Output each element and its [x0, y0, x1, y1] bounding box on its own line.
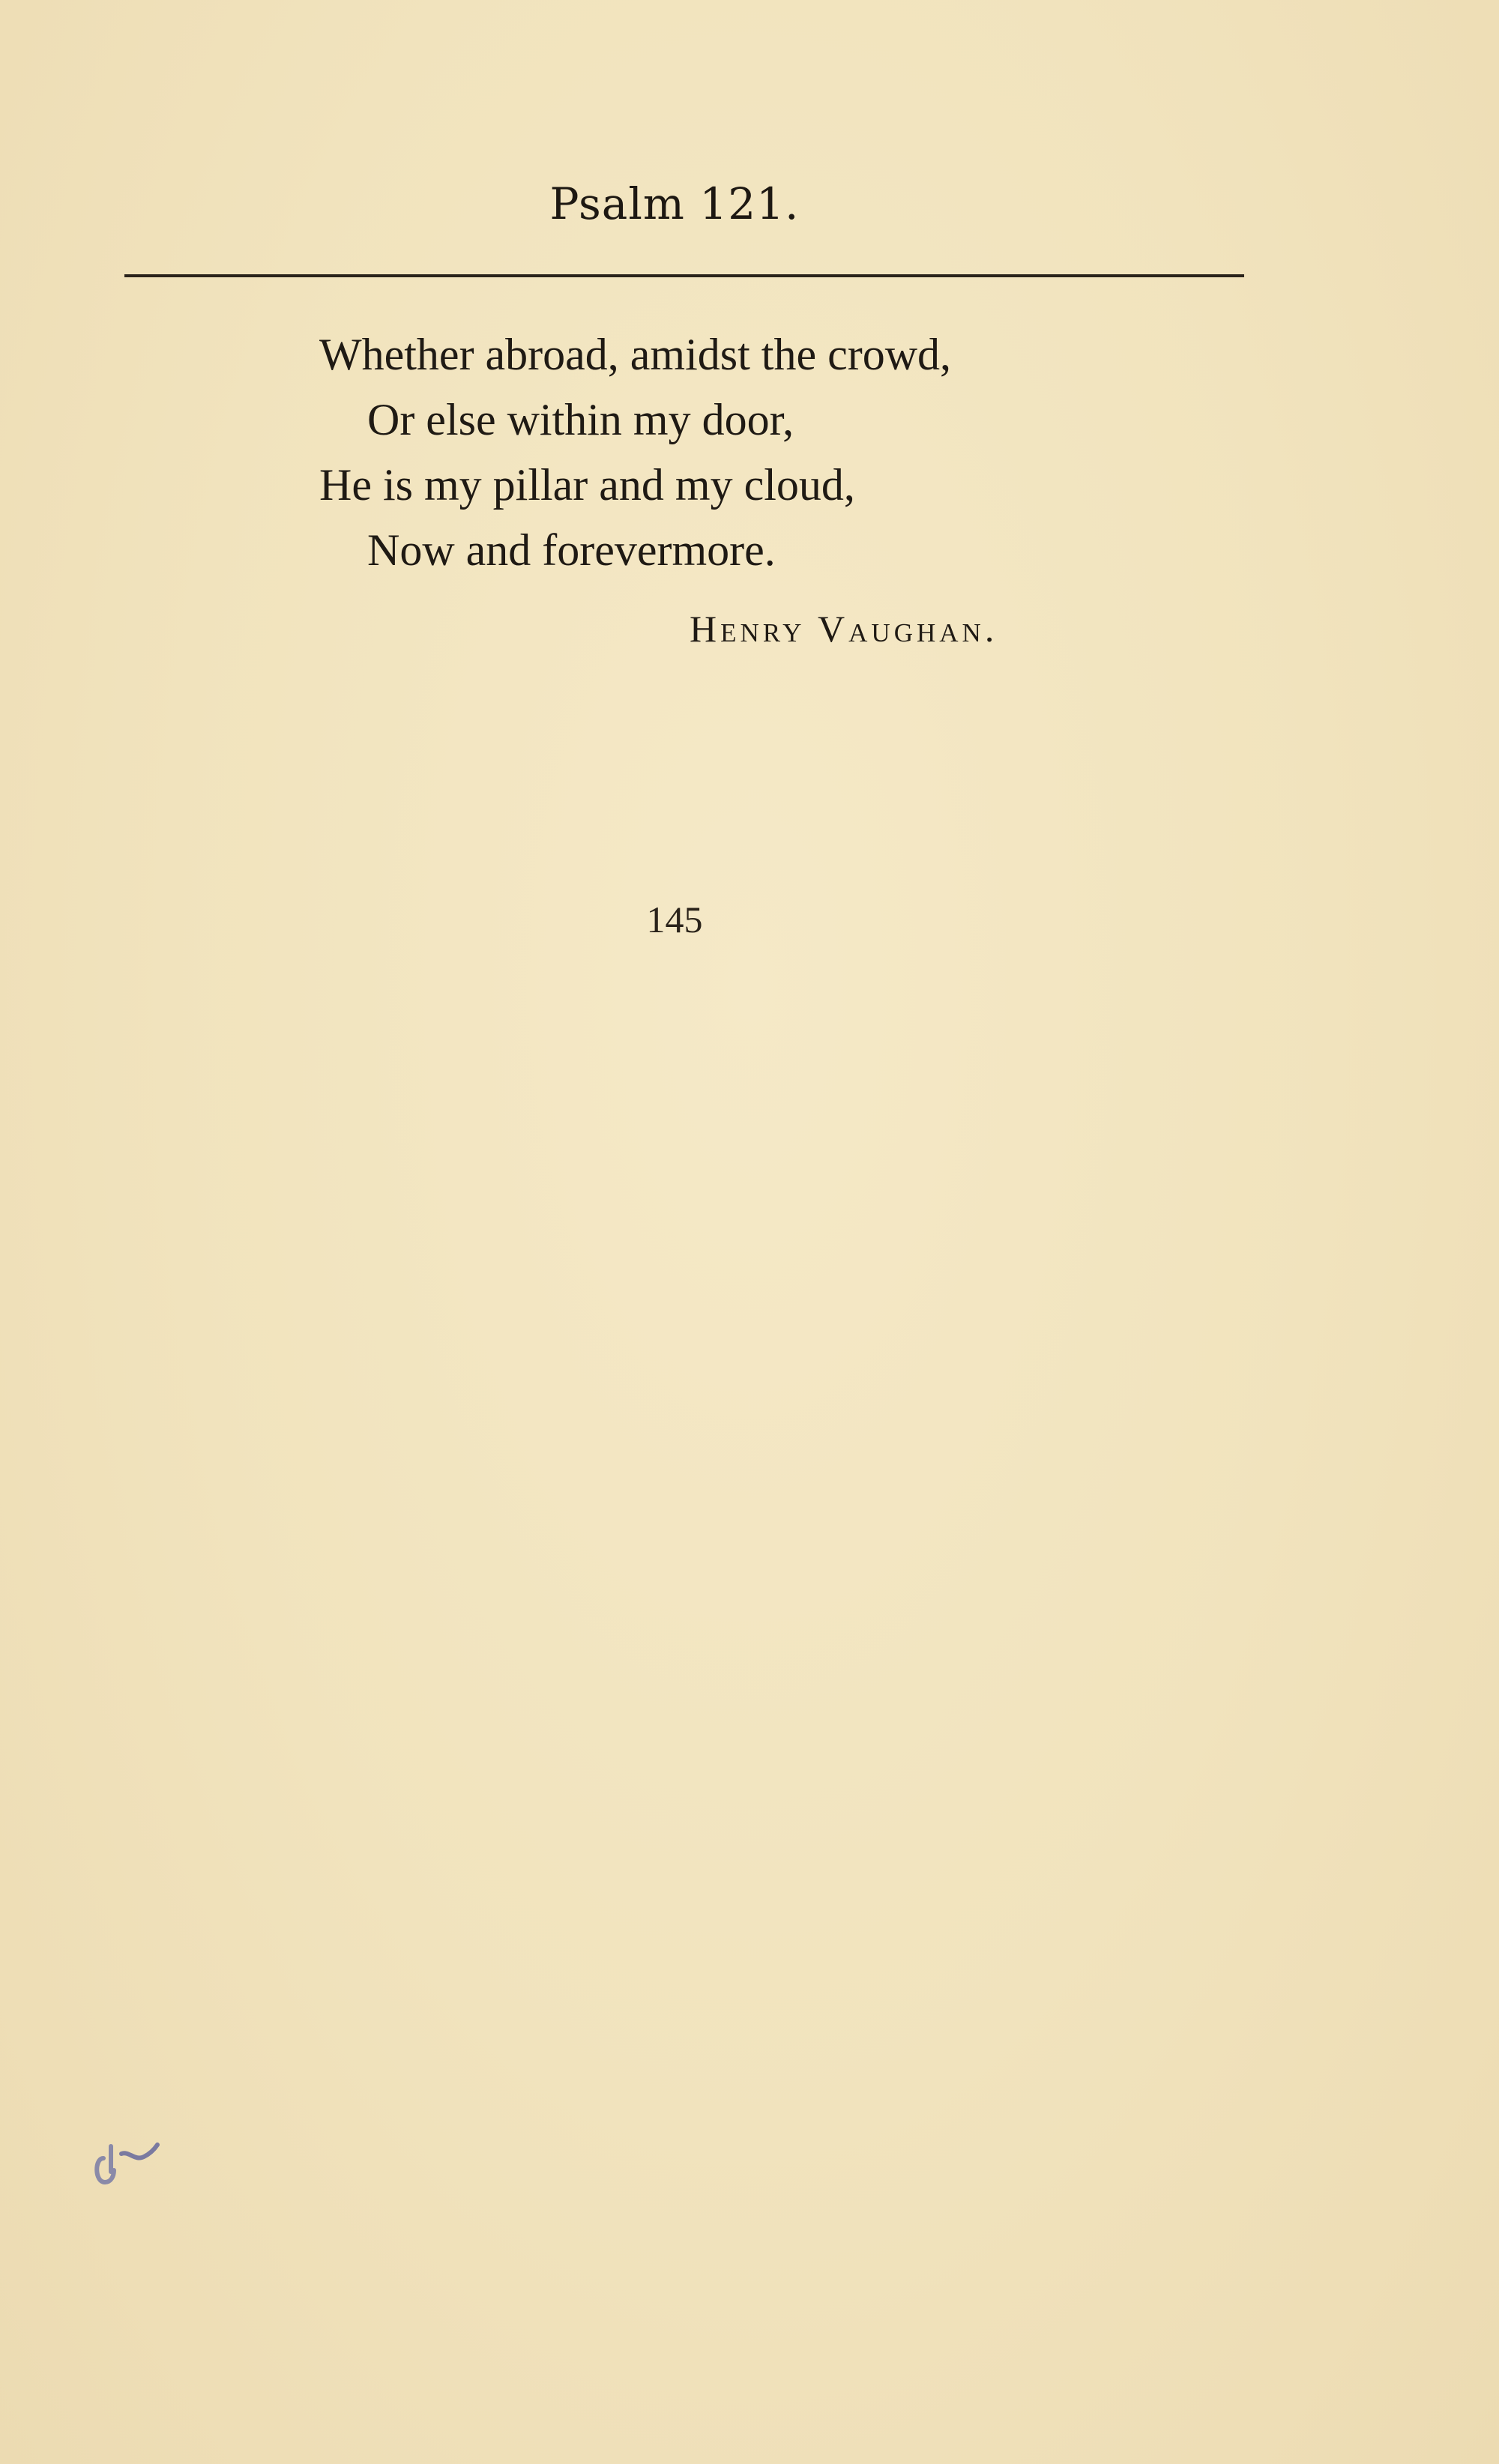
poem-line-1: Whether abroad, amidst the crowd, [319, 330, 952, 379]
running-title: Psalm 121. [549, 178, 800, 229]
library-stamp-mark [88, 2128, 171, 2188]
poem-line-2: Or else within my door, [367, 395, 794, 444]
page-number: 145 [646, 899, 703, 940]
poem-line-4: Now and forevermore. [367, 525, 776, 575]
header-rule [124, 274, 1244, 277]
poem-author: Henry Vaughan. [690, 608, 998, 650]
poem-stanza [319, 322, 1106, 583]
poem-line-3: He is my pillar and my cloud, [319, 460, 855, 510]
